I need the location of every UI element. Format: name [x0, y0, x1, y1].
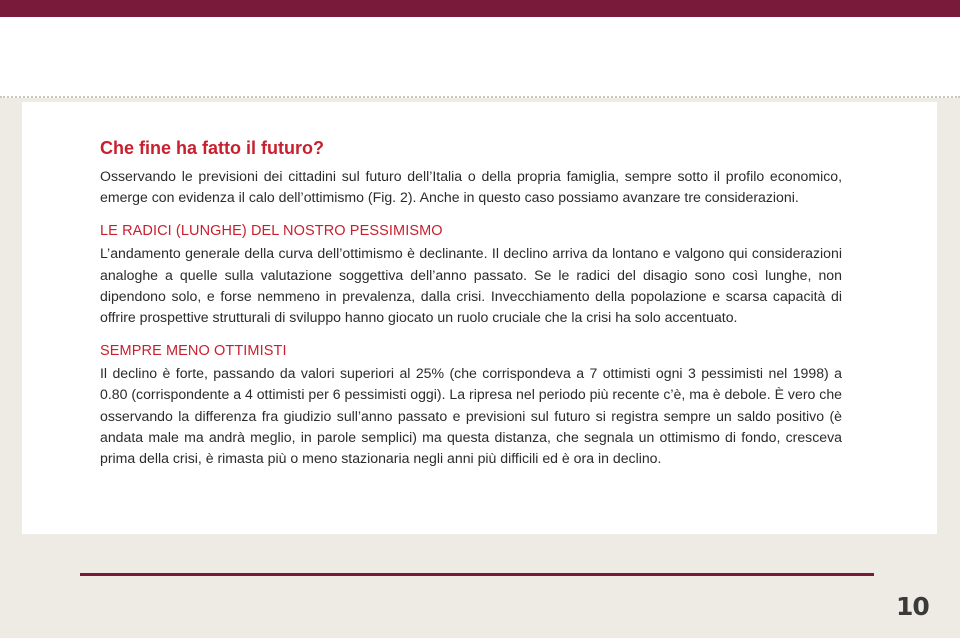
article-body	[100, 136, 842, 469]
footer-divider	[80, 573, 874, 576]
top-brand-bar	[0, 0, 960, 17]
content-panel	[22, 102, 937, 534]
header-band	[0, 17, 960, 98]
subsection-paragraph-ottimisti: Il declino è forte, passando da valori superiori al 25% (che corrispondeva a 7 ottimisti ogni 3 pessimisti nel 1998) a 0.80 (corrispondente a 4 ottimisti per 6 pessimisti oggi). La ripresa nel periodo più recente c’è, ma è debole. È vero che osservando la differenza fra giudizio sull’anno passato e previsioni sul futuro si registra sempre un saldo positivo (è andata male ma andrà meglio, in parole semplici) ma questa distanza, che segnala un ottimismo di fondo, cresceva prima della crisi, è rimasta più o meno stazionaria negli anni più difficili ed è ora in declino.	[100, 365, 842, 467]
subsection-heading-radici: LE RADICI (LUNGHE) DEL NOSTRO PESSIMISMO	[100, 223, 443, 240]
subsection-heading-ottimisti: SEMPRE MENO OTTIMISTI	[100, 343, 287, 360]
section-title: Che fine ha fatto il futuro?	[100, 138, 324, 158]
subsection-paragraph-radici: L’andamento generale della curva dell’ottimismo è declinante. Il declino arriva da lontano e valgono qui considerazioni analoghe a quelle sulla valutazione soggettiva dell’anno passato. Se le radici del disagio sono così lunghe, non dipendono solo, e forse nemmeno in prevalenza, dalla crisi. Invecchiamento della popolazione e scarsa capacità di offrire prospettive strutturali di sviluppo hanno giocato un ruolo cruciale che la crisi ha solo accentuato.	[100, 245, 842, 326]
intro-paragraph: Osservando le previsioni dei cittadini sul futuro dell’Italia o della propria famiglia, sempre sotto il profilo economico, emerge con evidenza il calo dell’ottimismo (Fig. 2). Anche in questo caso possiamo avanzare tre considerazioni.	[100, 168, 842, 206]
page-number: 10	[896, 592, 929, 621]
